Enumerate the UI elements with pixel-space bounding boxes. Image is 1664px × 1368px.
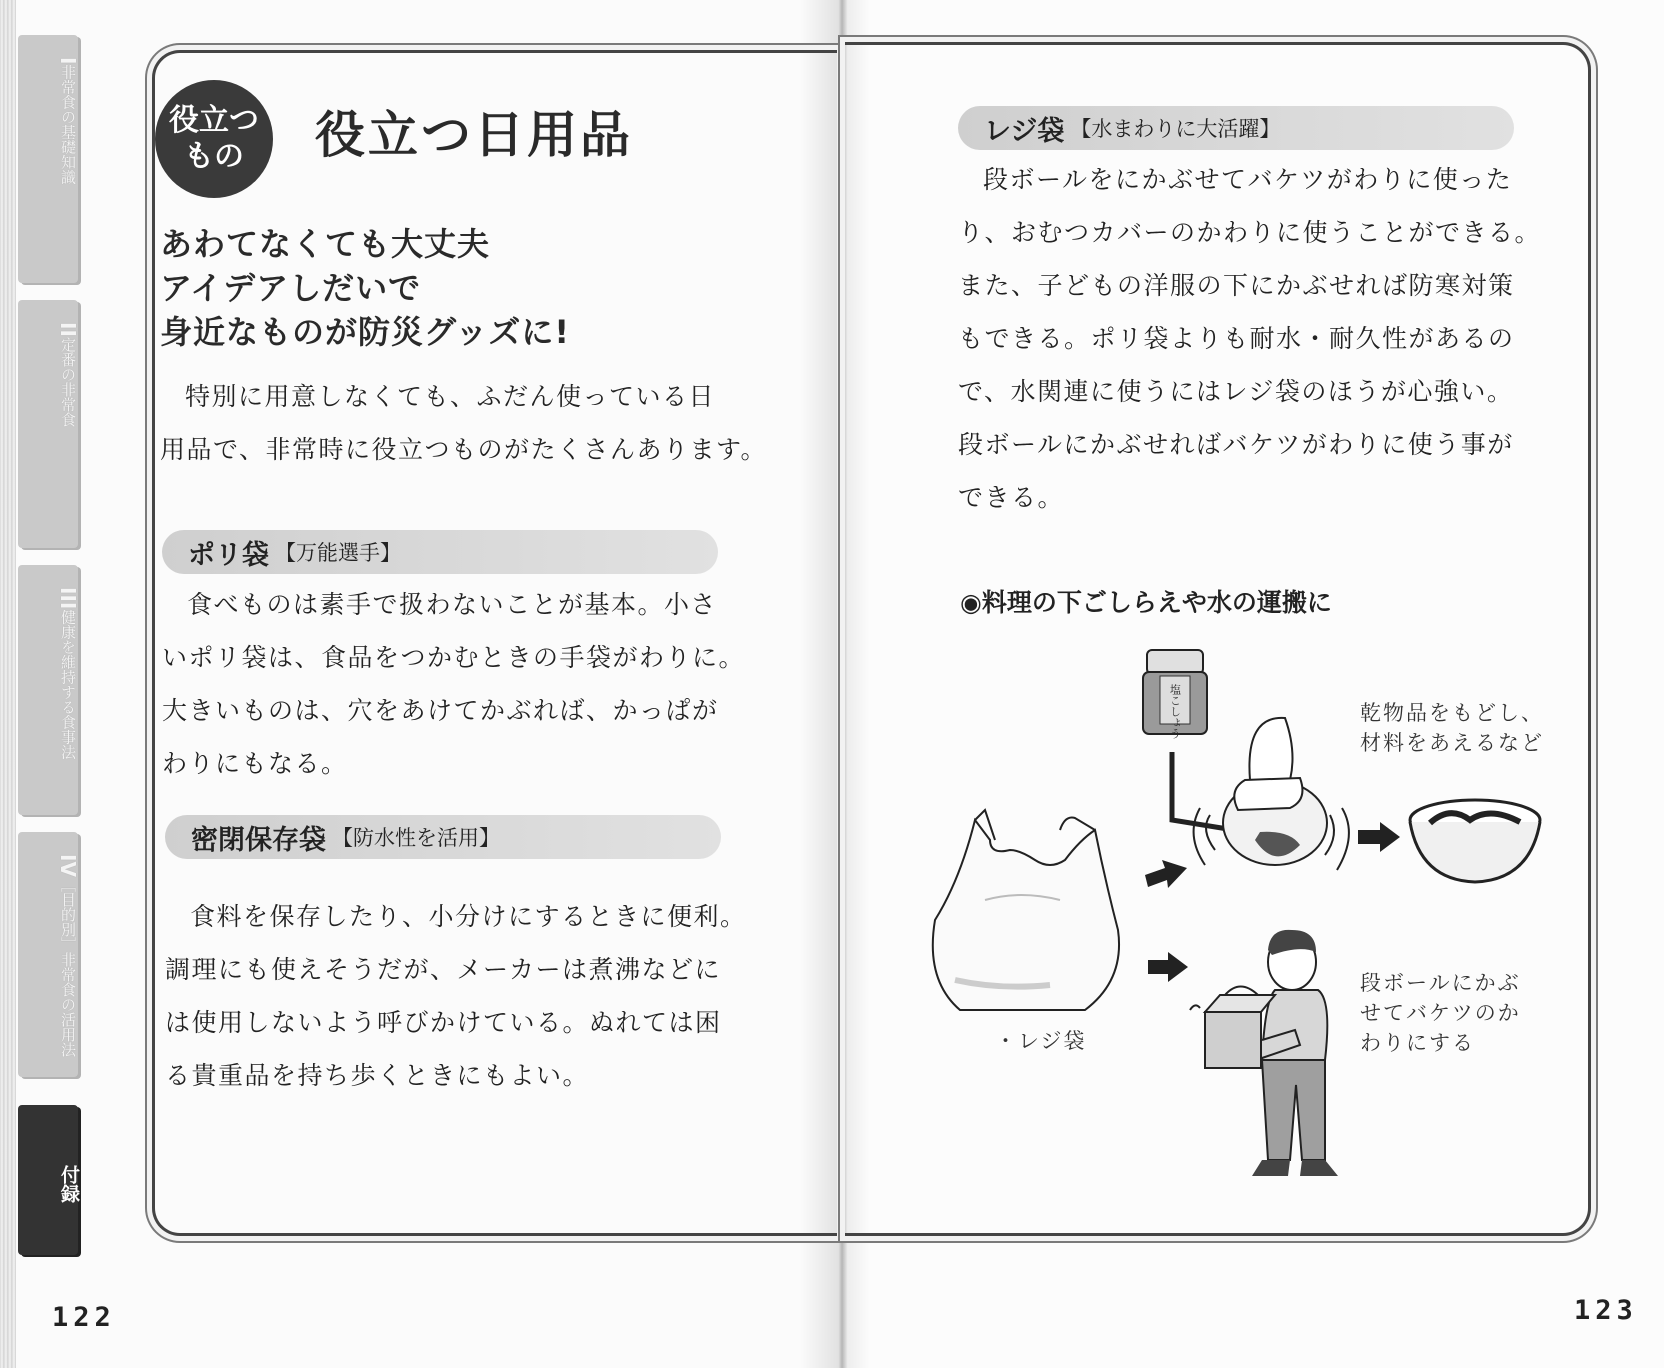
page-title: 役立つ日用品 — [315, 106, 633, 164]
section-header-poly-bag: ポリ袋 【万能選手】 — [162, 530, 718, 574]
caption-cooking: 乾物品をもどし、 材料をあえるなど — [1360, 701, 1544, 755]
tab-appendix[interactable]: 付録 — [18, 1105, 78, 1255]
bag-squeeze-icon — [1194, 718, 1349, 870]
tab-chapter-3[interactable]: III健康を維持する食事法 — [18, 565, 78, 815]
tab-chapter-1[interactable]: I非常食の基礎知識 — [18, 35, 78, 283]
shopping-bag-paragraph: 段ボールをにかぶせてバケツがわりに使った り、おむつカバーのかわりに使うことができる。 また、子どもの洋服の下にかぶせれば防寒対策 もできる。ポリ袋よりも耐水・耐久性があるの で、水関連に使うにはレジ袋のほうが心強い。 段ボールにかぶせればバケツがわりに使う事が できる。 — [958, 165, 1542, 512]
headline: あわてなくても大丈夫 アイデアしだいで 身近なものが防災グッズに! — [160, 225, 570, 351]
topic-badge: 役立つもの — [155, 80, 273, 198]
shaker-label: 塩こしょう — [1168, 684, 1182, 739]
bowl-icon — [1410, 800, 1540, 882]
section-header-shopping-bag: レジ袋 【水まわりに大活躍】 — [958, 106, 1514, 150]
section-header-zip-bag: 密閉保存袋 【防水性を活用】 — [165, 815, 721, 859]
illustration-title: ◉料理の下ごしらえや水の運搬に — [960, 588, 1332, 617]
page-number-left: 122 — [52, 1302, 116, 1333]
zip-bag-paragraph: 食料を保存したり、小分けにするときに便利。 調理にも使えそうだが、メーカーは煮沸などに は使用しないよう呼びかけている。ぬれては困 る貴重品を持ち歩くときにもよい。 — [165, 902, 747, 1090]
tab-chapter-2[interactable]: II定番の非常食 — [18, 300, 78, 548]
intro-paragraph: 特別に用意しなくても、ふだん使っている日 用品で、非常時に役立つものがたくさんあります。 — [160, 382, 768, 464]
page-number-right: 123 — [1574, 1295, 1638, 1326]
caption-carry: 段ボールにかぶ せてバケツのか わりにする — [1360, 971, 1521, 1055]
person-carrying-icon — [1190, 930, 1338, 1176]
tab-chapter-4[interactable]: IV［目的別］非常食の活用法 — [18, 832, 78, 1077]
shopping-bag-icon — [933, 810, 1119, 1010]
caption-shopping-bag: ・レジ袋 — [995, 1029, 1087, 1053]
poly-bag-paragraph: 食べものは素手で扱わないことが基本。小さ いポリ袋は、食品をつかむときの手袋がわりに。 大きいものは、穴をあけてかぶれば、かっぱが わりにもなる。 — [162, 590, 746, 778]
shaker-icon — [1143, 650, 1207, 739]
